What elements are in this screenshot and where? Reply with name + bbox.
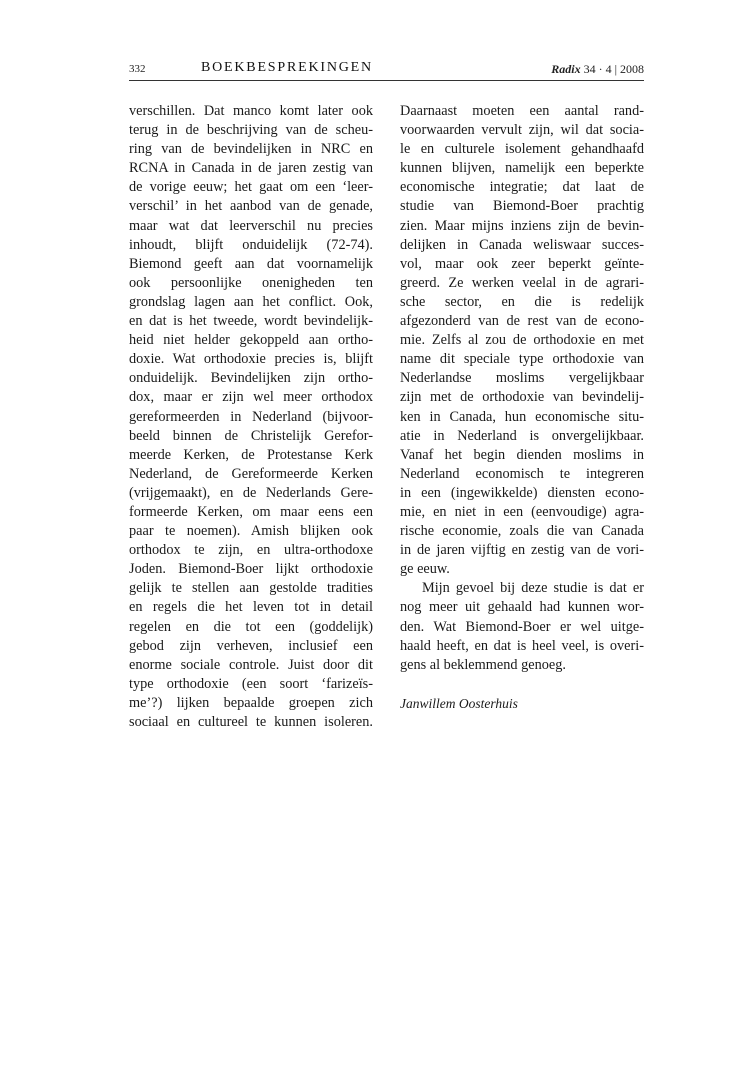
running-head	[129, 60, 644, 81]
text-line: atie in Nederland is onvergelijkbaar.	[400, 427, 644, 444]
text-line: voorwaarden vervult zijn, wil dat socia-	[400, 122, 644, 139]
text-line: ring van de bevindelijken in NRC en	[129, 141, 373, 158]
text-line: gelijk te stellen aan gestolde tradities	[129, 580, 373, 597]
text-line: Nederland, de Gereformeerde Kerken	[129, 465, 373, 482]
text-line: vol, maar ook zeer beperkt geïnte-	[400, 255, 644, 272]
text-line: sche sector, en die is redelijk	[400, 293, 644, 310]
text-line: paar te noemen). Amish blijken ook	[129, 523, 373, 540]
text-line: dox, maar er zijn wel meer orthodox	[129, 389, 373, 406]
text-line: verschillen. Dat manco komt later ook	[129, 103, 373, 119]
text-line: onduidelijk. Bevindelijken zijn ortho-	[129, 370, 373, 387]
left-column	[129, 102, 373, 732]
text-line: name dit speciale type orthodoxie van	[400, 351, 644, 368]
text-line: ook persoonlijke onenigheden ten	[129, 274, 373, 291]
text-line: beeld binnen de Christelijk Gerefor-	[129, 427, 373, 444]
text-line: regelen en die tot een (goddelijk)	[129, 618, 373, 635]
text-line: orthodox te zijn, en ultra-orthodoxe	[129, 542, 373, 559]
text-line: Vanaf het begin dienden moslims in	[400, 446, 644, 463]
text-line: type orthodoxie (een soort ‘farizeïs-	[129, 675, 373, 692]
text-line: terug in de beschrijving van de scheu-	[129, 122, 373, 139]
text-line: en dat is het tweede, wordt bevindelijk-	[129, 313, 373, 330]
text-line: enorme sociale controle. Juist door dit	[129, 656, 373, 673]
text-line: mie. Zelfs al zou de orthodoxie en met	[400, 332, 644, 349]
text-line: mie, en niet in een (eenvoudige) agra-	[400, 503, 644, 520]
text-line: inhoudt, blijft onduidelijk (72-74).	[129, 236, 373, 253]
text-line: RCNA in Canada in de jaren zestig van	[129, 160, 373, 177]
journal-reference	[551, 62, 644, 77]
text-line: (vrijgemaakt), en de Nederlands Gere-	[129, 484, 373, 501]
text-line: Mijn gevoel bij deze studie is dat er	[422, 580, 644, 597]
text-line: ge eeuw.	[400, 561, 450, 578]
text-line: Nederland economisch te integreren	[400, 465, 644, 482]
right-column	[400, 102, 644, 713]
text-line: greerd. Ze werken veelal in de agrari-	[400, 274, 644, 291]
text-line: meerde Kerken, de Protestanse Kerk	[129, 446, 373, 463]
text-line: verschil’ in het aanbod van de genade,	[129, 198, 373, 215]
text-line: grondslag lagen aan het conflict. Ook,	[129, 293, 373, 310]
text-line: studie van Biemond-Boer prachtig	[400, 198, 644, 215]
text-line: formeerde Kerken, om maar eens een	[129, 503, 373, 520]
text-line: Biemond geeft aan dat voornamelijk	[129, 255, 373, 272]
text-line: Joden. Biemond-Boer lijkt orthodoxie	[129, 561, 373, 578]
text-line: nog meer uit gehaald had kunnen wor-	[400, 599, 644, 616]
text-line: gens al beklemmend genoeg.	[400, 656, 566, 673]
text-line: rische economie, zoals die van Canada	[400, 523, 644, 540]
text-line: economische integratie; dat laat de	[400, 179, 644, 196]
spacer	[400, 675, 644, 694]
text-line: haald heeft, en dat is heel veel, is overi-	[400, 637, 644, 654]
text-line: me’?) lijken bepaalde groepen zich	[129, 694, 373, 711]
text-line: en regels die het leven tot in detail	[129, 599, 373, 616]
text-line: afgezonderd van de rest van de econo-	[400, 313, 644, 330]
text-line: Daarnaast moeten een aantal rand-	[400, 103, 644, 119]
text-line: zien. Maar mijns inziens zijn de bevin-	[400, 217, 644, 234]
text-line: le en culturele isolement gehandhaafd	[400, 141, 644, 158]
text-line: in de jaren vijftig en zestig van de vori-	[400, 542, 644, 559]
text-line: gereformeerden in Nederland (bijvoor-	[129, 408, 373, 425]
section-title: BOEKBESPREKINGEN	[201, 60, 373, 75]
text-line: doxie. Wat orthodoxie precies is, blijft	[129, 351, 373, 368]
text-line: kunnen blijven, namelijk een beperkte	[400, 160, 644, 177]
journal-issue: 34 · 4 | 2008	[583, 62, 644, 76]
text-line: delijken in Canada weliswaar succes-	[400, 236, 644, 253]
text-line: den. Wat Biemond-Boer er wel uitge-	[400, 618, 644, 635]
journal-name: Radix	[551, 62, 581, 76]
text-line: heid niet helder gekoppeld aan ortho-	[129, 332, 373, 349]
text-line: de vorige eeuw; het gaat om een ‘leer-	[129, 179, 373, 196]
page-number: 332	[129, 63, 146, 75]
text-line: gebod zijn verheven, inclusief een	[129, 637, 373, 654]
text-line: zijn met de orthodoxie van bevindelij-	[400, 389, 644, 406]
text-line: ken in Canada, hun economische situ-	[400, 408, 644, 425]
text-line: maar wat dat leerverschil nu precies	[129, 217, 373, 234]
text-line: sociaal en cultureel te kunnen isoleren.	[129, 714, 373, 730]
text-line: in een (ingewikkelde) diensten econo-	[400, 484, 644, 501]
text-line: Nederlandse moslims vergelijkbaar	[400, 370, 644, 387]
author-signature: Janwillem Oosterhuis	[400, 695, 518, 711]
